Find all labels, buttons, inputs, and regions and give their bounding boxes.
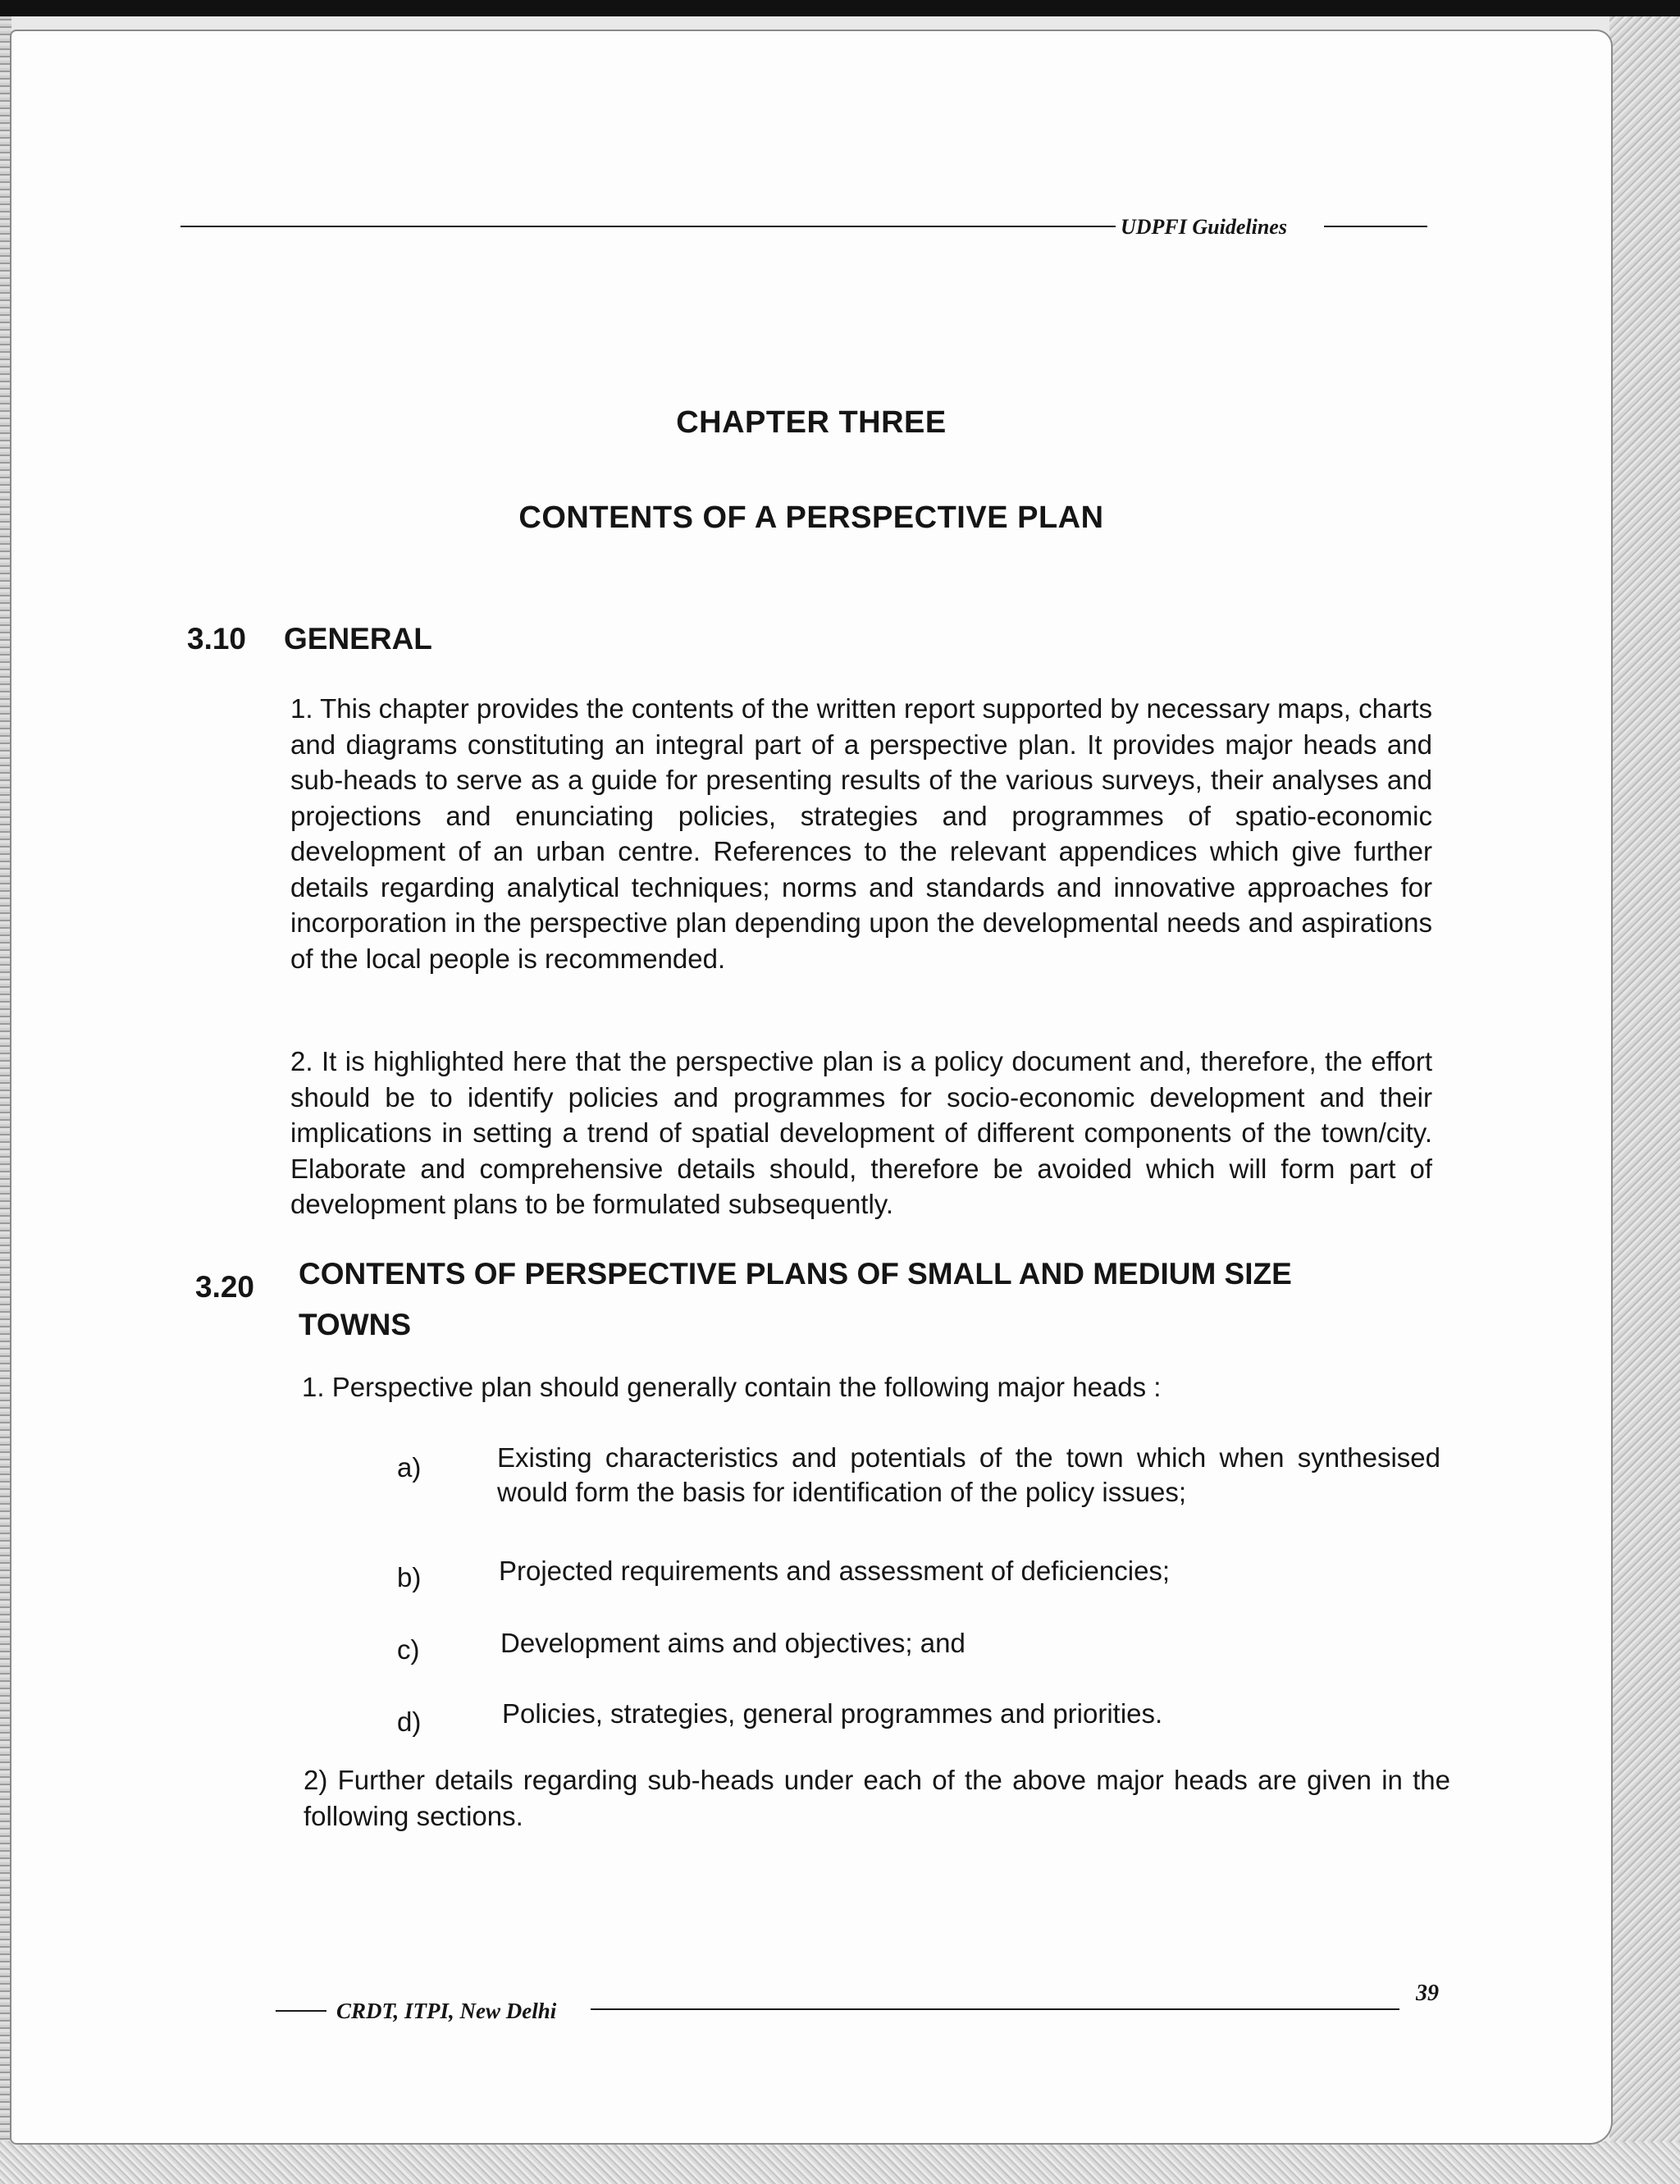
list-item-text: Policies, strategies, general programmes and priorities. xyxy=(502,1698,1163,1729)
list-item-text: Development aims and objectives; and xyxy=(500,1628,966,1658)
scan-left-edge xyxy=(0,16,11,2184)
scan-right-edge xyxy=(1609,16,1680,2184)
closing-paragraph: 2) Further details regarding sub-heads under each of the above major heads are given in the following sections. xyxy=(304,1765,1450,1831)
section-heading-line-1: CONTENTS OF PERSPECTIVE PLANS OF SMALL AND MEDIUM SIZE xyxy=(299,1257,1292,1291)
footer-publisher: CRDT, ITPI, New Delhi xyxy=(336,1999,557,2023)
list-marker: d) xyxy=(397,1707,422,1737)
section-number: 3.10 xyxy=(187,622,247,656)
chapter-number: CHAPTER THREE xyxy=(676,405,947,440)
chapter-title: CONTENTS OF A PERSPECTIVE PLAN xyxy=(518,500,1104,535)
section-heading-line-2: TOWNS xyxy=(299,1308,412,1341)
footer-rule-left xyxy=(276,2010,326,2012)
paragraph-2: 2. It is highlighted here that the perspective plan is a policy document and, therefore, the effort should be to identify policies and programmes for socio-economic development and their implications in setting a trend of spatial development of different components of the town/city. Elaborate and comprehensive details should, therefore be avoided which will form part of development plans to be formulated subsequently. xyxy=(290,1046,1432,1219)
scan-bottom-edge xyxy=(0,2141,1680,2184)
document-page xyxy=(11,31,1611,2143)
list-item-text: Existing characteristics and potentials of the town which when synthesised would form the basis for identification of the policy issues; xyxy=(497,1442,1440,1507)
list-marker: c) xyxy=(397,1634,420,1665)
list-marker: a) xyxy=(397,1452,422,1483)
scan-top-edge xyxy=(0,0,1680,16)
footer-rule-right xyxy=(591,2008,1399,2010)
section-number: 3.20 xyxy=(195,1270,255,1304)
section-heading: GENERAL xyxy=(284,622,432,656)
list-marker: b) xyxy=(397,1562,422,1592)
list-item-text: Projected requirements and assessment of deficiencies; xyxy=(499,1556,1171,1586)
running-header: UDPFI Guidelines xyxy=(1121,215,1287,239)
page-number: 39 xyxy=(1416,1981,1439,2006)
paragraph-1: 1. This chapter provides the contents of the written report supported by necessary maps, charts and diagrams constituting an integral part of a perspective plan. It provides major heads and sub-heads to serve as a guide for presenting results of the various surveys, their analyses and projections and enunciating policies, strategies and programmes of spatio-economic development of an urban centre. References to the relevant appendices which give further details regarding analytical techniques; norms and standards and innovative approaches for incorporation in the perspective plan depending upon the developmental needs and aspirations of the local people is recommended. xyxy=(290,693,1432,974)
list-intro: 1. Perspective plan should generally contain the following major heads : xyxy=(302,1372,1162,1402)
header-rule-right xyxy=(1324,226,1427,227)
header-rule-left xyxy=(180,226,1116,227)
